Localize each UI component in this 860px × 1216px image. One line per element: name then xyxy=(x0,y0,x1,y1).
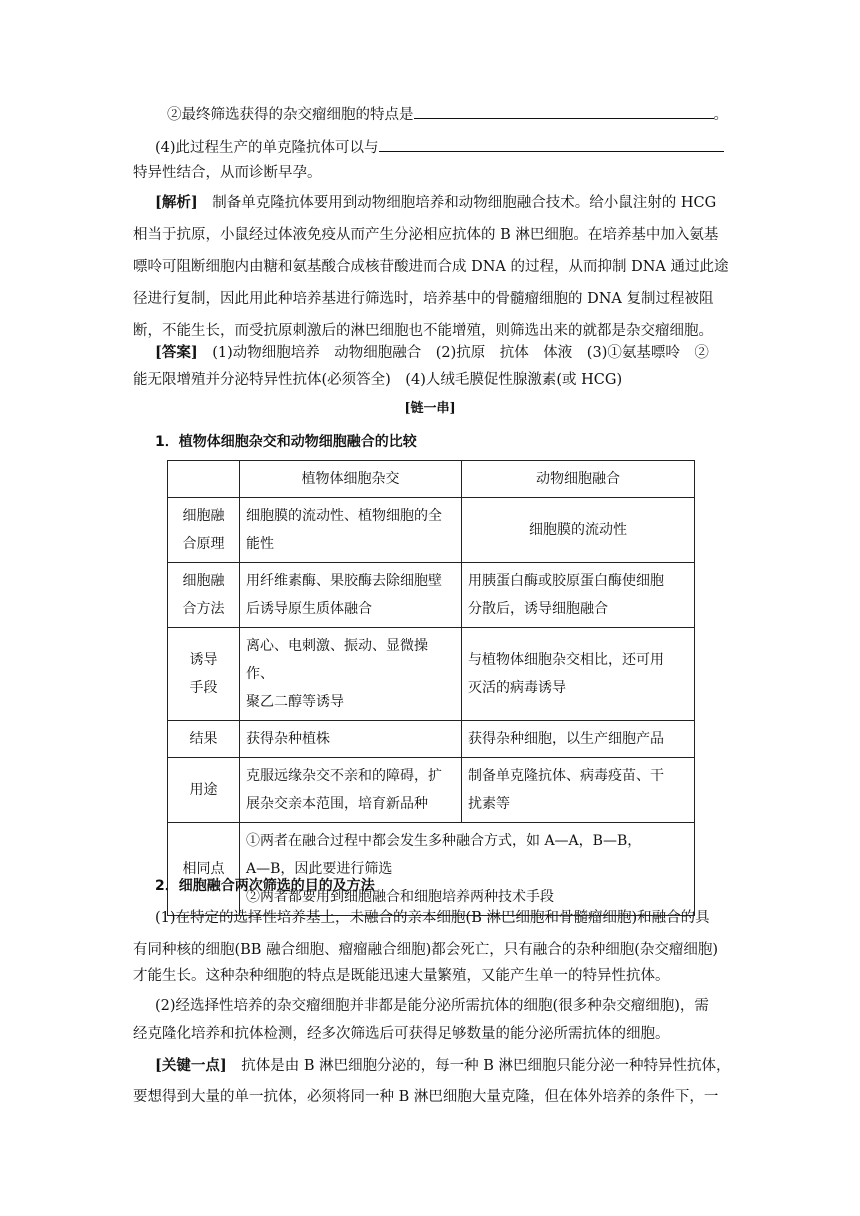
analysis-line-4: 径进行复制，因此用此种培养基进行筛选时，培养基中的骨髓瘤细胞的 DNA 复制过程被阻 xyxy=(133,291,714,307)
question-2-line xyxy=(167,104,728,125)
analysis-line-1 xyxy=(155,193,716,213)
table-cell: 获得杂种植株 xyxy=(240,721,462,758)
table-row-common xyxy=(168,823,695,916)
question-4-text: (4)此过程生产的单克隆抗体可以与 xyxy=(155,140,379,156)
table-cell: 细胞膜的流动性 xyxy=(462,498,695,563)
table-row-header: 细胞融 合原理 xyxy=(168,498,240,563)
keypoint-text: 抗体是由 B 淋巴细胞分泌的，每一种 B 淋巴细胞只能分泌一种特异性抗体， xyxy=(241,1058,731,1074)
heading-comparison: 1．植物体细胞杂交和动物细胞融合的比较 xyxy=(155,434,417,450)
paragraph-1-line-1: (1)在特定的选择性培养基上，未融合的亲本细胞(B 淋巴细胞和骨髓瘤细胞)和融合的具 xyxy=(155,910,710,926)
section-tag: [链一串] xyxy=(404,401,456,416)
analysis-line-3: 嘌呤可阻断细胞内由糖和氨基酸合成核苷酸进而合成 DNA 的过程，从而抑制 DNA 通过此途 xyxy=(133,259,729,275)
answer-text: (1)动物细胞培养 动物细胞融合 (2)抗原 抗体 体液 (3)①氨基嘌呤 ② xyxy=(212,345,709,361)
table-row-header: 细胞融 合方法 xyxy=(168,563,240,628)
analysis-line-2: 相当于抗原，小鼠经过体液免疫从而产生分泌相应抗体的 B 淋巴细胞。在培养基中加入氨基 xyxy=(133,227,719,243)
table-cell: 用胰蛋白酶或胶原蛋白酶使细胞 分散后，诱导细胞融合 xyxy=(462,563,695,628)
table-row-header: 用途 xyxy=(168,758,240,823)
paragraph-2-line-2: 经克隆化培养和抗体检测，经多次筛选后可获得足够数量的能分泌所需抗体的细胞。 xyxy=(133,1026,670,1042)
table-cell: 细胞膜的流动性、植物细胞的全 能性 xyxy=(240,498,462,563)
paragraph-1-line-2: 有同种核的细胞(BB 融合细胞、瘤瘤融合细胞)都会死亡，只有融合的杂种细胞(杂交瘤细胞) xyxy=(133,942,719,958)
table-cell: 与植物体细胞杂交相比，还可用 灭活的病毒诱导 xyxy=(462,628,695,721)
table-row-header: 结果 xyxy=(168,721,240,758)
keypoint-line-1 xyxy=(155,1056,730,1076)
analysis-line-5: 断，不能生长，而受抗原刺激后的淋巴细胞也不能增殖，则筛选出来的就都是杂交瘤细胞。 xyxy=(133,323,713,339)
table-row xyxy=(168,721,695,758)
question-4-line xyxy=(155,137,724,158)
answer-blank xyxy=(414,104,714,119)
question-2-text: ②最终筛选获得的杂交瘤细胞的特点是 xyxy=(167,107,414,123)
table-cell: 制备单克隆抗体、病毒疫苗、干 扰素等 xyxy=(462,758,695,823)
table-cell: 用纤维素酶、果胶酶去除细胞壁 后诱导原生质体融合 xyxy=(240,563,462,628)
table-row xyxy=(168,758,695,823)
table-row-header: 诱导 手段 xyxy=(168,628,240,721)
table-row xyxy=(168,498,695,563)
table-col-header: 动物细胞融合 xyxy=(462,461,695,498)
keypoint-line-2: 要想得到大量的单一抗体，必须将同一种 B 淋巴细胞大量克隆，但在体外培养的条件下，一 xyxy=(133,1089,719,1105)
table-row-header: 相同点 xyxy=(168,823,240,916)
answer-line-2: 能无限增殖并分泌特异性抗体(必须答全) (4)人绒毛膜促性腺激素(或 HCG) xyxy=(133,372,623,388)
table-row xyxy=(168,628,695,721)
question-2-end: 。 xyxy=(713,107,728,123)
analysis-label: [解析] xyxy=(155,194,198,211)
table-cell: 克服远缘杂交不亲和的障碍，扩 展杂交亲本范围，培育新品种 xyxy=(240,758,462,823)
answer-label: [答案] xyxy=(155,344,198,361)
keypoint-label: [关键一点] xyxy=(155,1057,227,1074)
table-header-row xyxy=(168,461,695,498)
table-cell: 获得杂种细胞，以生产细胞产品 xyxy=(462,721,695,758)
analysis-text: 制备单克隆抗体要用到动物细胞培养和动物细胞融合技术。给小鼠注射的 HCG xyxy=(212,195,717,211)
answer-line-1 xyxy=(155,343,709,363)
table-corner-cell xyxy=(168,461,240,498)
table-cell-common: ①两者在融合过程中都会发生多种融合方式，如 A—A，B—B， A—B，因此要进行筛选 ②两者都要用到细胞融合和细胞培养两种技术手段 xyxy=(240,823,695,916)
paragraph-1-line-3: 才能生长。这种杂种细胞的特点是既能迅速大量繁殖，又能产生单一的特异性抗体。 xyxy=(133,968,670,984)
table-col-header: 植物体细胞杂交 xyxy=(240,461,462,498)
table-row xyxy=(168,563,695,628)
question-4-continuation: 特异性结合，从而诊断早孕。 xyxy=(133,165,322,181)
paragraph-2-line-1: (2)经选择性培养的杂交瘤细胞并非都是能分泌所需抗体的细胞(很多种杂交瘤细胞)，需 xyxy=(155,998,709,1014)
heading-screening: 2．细胞融合两次筛选的目的及方法 xyxy=(155,878,375,894)
table-cell: 离心、电刺激、振动、显微操作、 聚乙二醇等诱导 xyxy=(240,628,462,721)
answer-blank xyxy=(379,137,724,152)
comparison-table xyxy=(167,460,695,916)
